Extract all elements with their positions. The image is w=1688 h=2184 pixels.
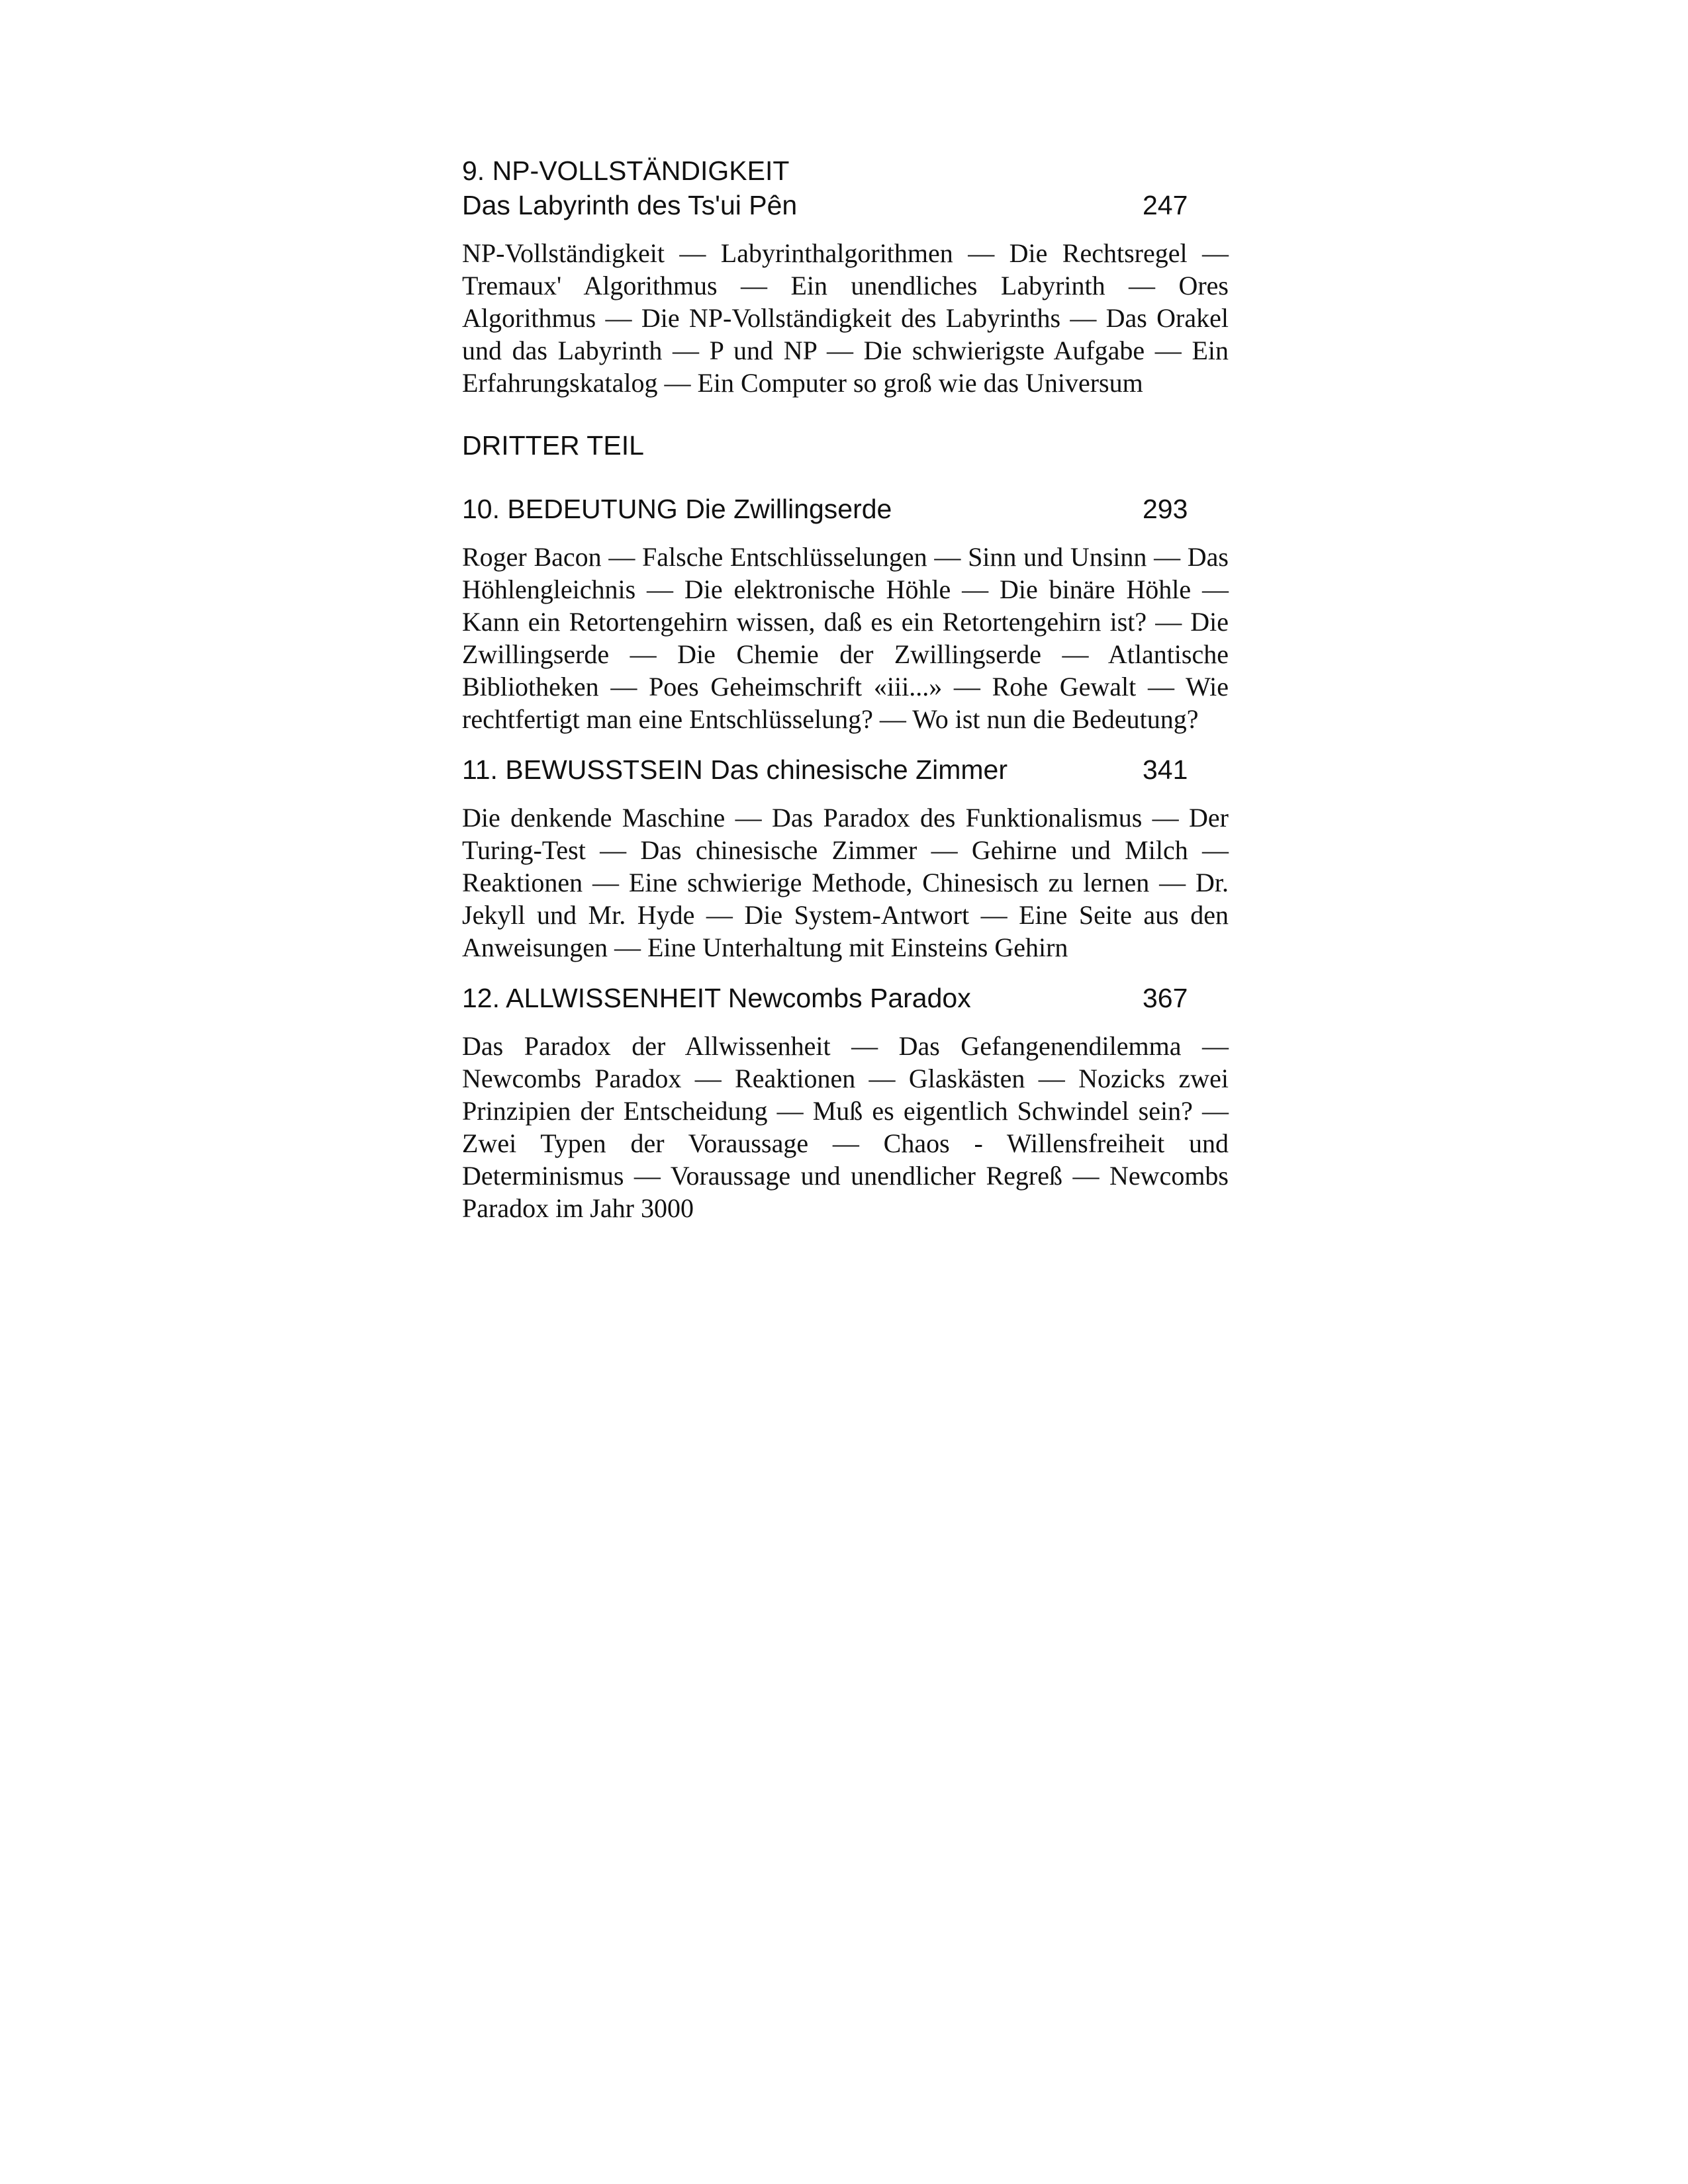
chapter-10-summary: Roger Bacon — Falsche Entschlüsselungen — Sinn und Unsinn — Das Höhlengleichnis — Die elektronische Höhle — Die binäre Höhle — Kann ein Retortengehirn wissen, daß es ein Retortengehirn ist? — Die Zwillingserde — Die Chemie der Zwillingserde — Atlantische Bibliotheken — Poes Geheimschrift «iii...» — Rohe Gewalt — Wie rechtfertigt man eine Entschlüsselung? — Wo ist nun die Bedeutung? bbox=[462, 542, 1229, 734]
chapter-9-subtitle: Das Labyrinth des Ts'ui Pên bbox=[462, 190, 798, 220]
chapter-11-heading-row bbox=[462, 752, 1202, 787]
chapter-10-title: 10. BEDEUTUNG Die Zwillingserde bbox=[462, 494, 892, 524]
chapter-11-title: 11. BEWUSSTSEIN Das chinesische Zimmer bbox=[462, 754, 1008, 785]
chapter-9-heading-row bbox=[462, 188, 1202, 222]
part-heading: DRITTER TEIL bbox=[462, 430, 644, 461]
chapter-11-page-number: 341 bbox=[1143, 754, 1188, 785]
chapter-11-summary: Die denkende Maschine — Das Paradox des Funktionalismus — Der Turing-Test — Das chinesische Zimmer — Gehirne und Milch — Reaktionen — Eine schwierige Methode, Chinesisch zu lernen — Dr. Jekyll und Mr. Hyde — Die System-Antwort — Eine Seite aus den Anweisungen — Eine Unterhaltung mit Einsteins Gehirn bbox=[462, 803, 1229, 962]
chapter-12-heading-row bbox=[462, 981, 1202, 1015]
chapter-12-title: 12. ALLWISSENHEIT Newcombs Paradox bbox=[462, 983, 971, 1013]
chapter-9-page-number: 247 bbox=[1143, 190, 1188, 220]
table-of-contents bbox=[462, 154, 1229, 1224]
chapter-12-page-number: 367 bbox=[1143, 983, 1188, 1013]
chapter-9-title: 9. NP-VOLLSTÄNDIGKEIT bbox=[462, 156, 790, 186]
chapter-9-summary: NP-Vollständigkeit — Labyrinthalgorithmen — Die Rechtsregel — Tremaux' Algorithmus — Ein unendliches Labyrinth — Ores Algorithmus — Die NP-Vollständigkeit des Labyrinths — Das Orakel und das Labyrinth — P und NP — Die schwierigste Aufgabe — Ein Erfahrungskatalog — Ein Computer so groß wie das Universum bbox=[462, 238, 1229, 398]
chapter-12-summary: Das Paradox der Allwissenheit — Das Gefangenendilemma — Newcombs Paradox — Reaktionen — Glaskästen — Nozicks zwei Prinzipien der Entscheidung — Muß es eigentlich Schwindel sein? — Zwei Typen der Voraussage — Chaos - Willensfreiheit und Determinismus — Voraussage und unendlicher Regreß — Newcombs Paradox im Jahr 3000 bbox=[462, 1031, 1229, 1223]
chapter-10-heading-row bbox=[462, 492, 1202, 526]
chapter-10-page-number: 293 bbox=[1143, 494, 1188, 524]
